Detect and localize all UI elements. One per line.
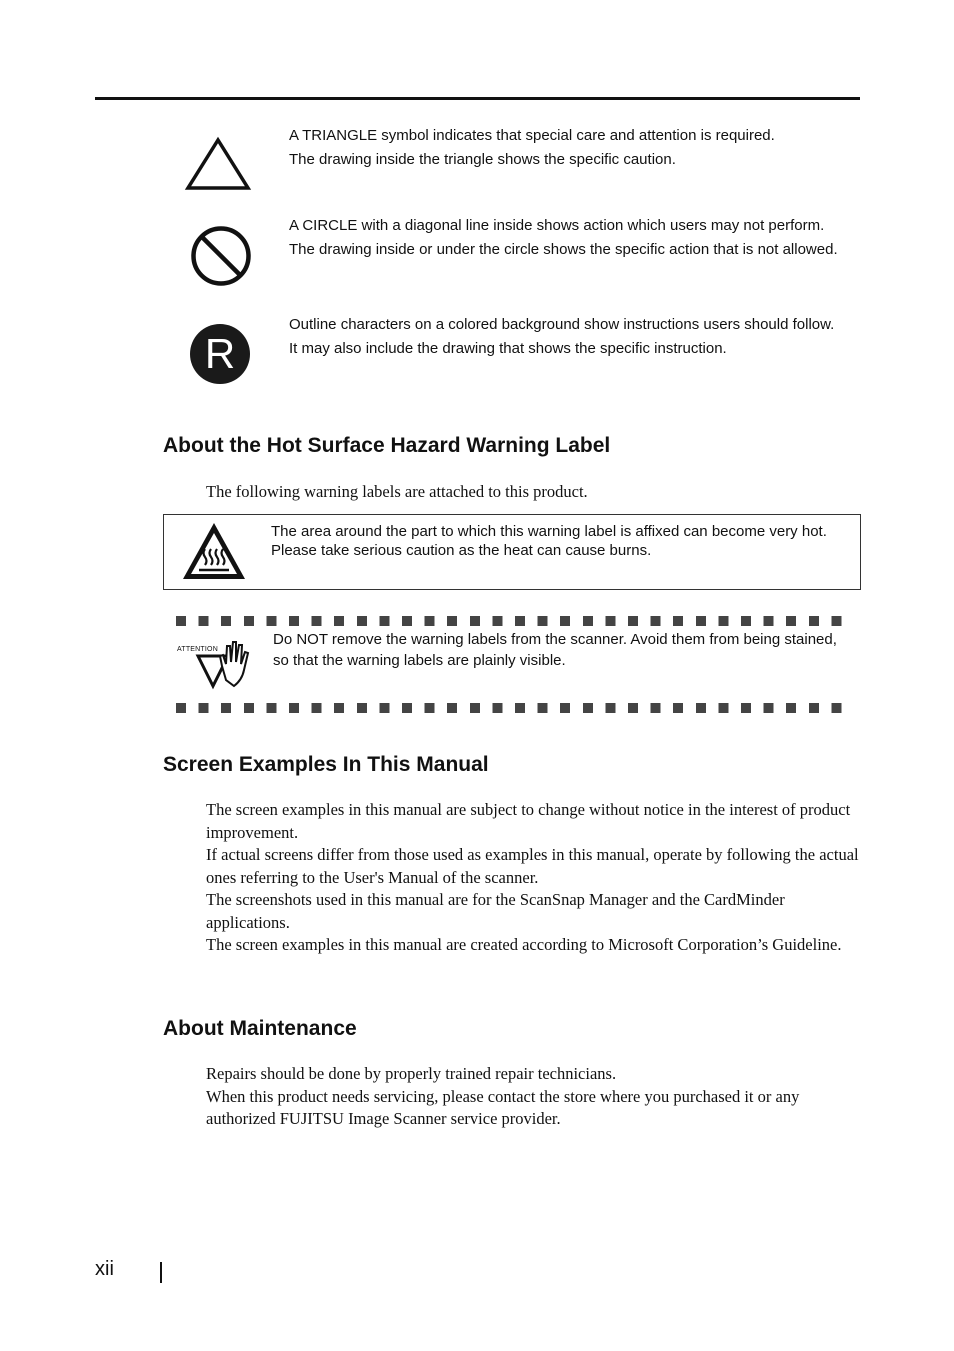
symbol-text-line: It may also include the drawing that shows the specific instruction. xyxy=(289,340,727,357)
body-paragraph: The screen examples in this manual are created according to Microsoft Corporation’s Guideline. xyxy=(206,935,842,954)
page-number: xii xyxy=(95,1258,114,1280)
symbol-description-circle xyxy=(289,215,869,263)
body-paragraph: The screen examples in this manual are subject to change without notice in the interest of product improvement. xyxy=(206,800,851,842)
attention-label: ATTENTION xyxy=(177,646,218,653)
screen-examples-body xyxy=(206,799,861,957)
label-text-line: Please take serious caution as the heat can cause burns. xyxy=(271,542,652,559)
body-paragraph: When this product needs servicing, please contact the store where you purchased it or any authorized FUJITSU Image Scanner service provider. xyxy=(206,1086,800,1128)
symbol-description-triangle xyxy=(289,125,869,173)
footer-bar xyxy=(160,1262,162,1283)
section-heading-maintenance: About Maintenance xyxy=(163,1017,357,1040)
symbol-text-line: A CIRCLE with a diagonal line inside shows action which users may not perform. xyxy=(289,217,825,234)
prohibition-circle-icon xyxy=(189,224,253,288)
symbol-text-line: The drawing inside or under the circle shows the specific action that is not allowed. xyxy=(289,241,838,258)
body-paragraph: The screenshots used in this manual are for the ScanSnap Manager and the CardMinder applications. xyxy=(206,890,785,932)
maintenance-body xyxy=(206,1063,861,1131)
body-paragraph: If actual screens differ from those used as examples in this manual, operate by following the actual ones referring to the User's Manual of the scanner. xyxy=(206,845,859,887)
symbol-text-line: A TRIANGLE symbol indicates that special care and attention is required. xyxy=(289,127,775,144)
hot-surface-label-box xyxy=(163,514,861,590)
body-paragraph: Repairs should be done by properly trained repair technicians. xyxy=(206,1064,617,1083)
attention-divider-bottom xyxy=(176,703,852,713)
attention-text: Do NOT remove the warning labels from the scanner. Avoid them from being stained, so that the warning labels are plainly visible. xyxy=(273,631,837,669)
instruction-letter: R xyxy=(204,330,236,377)
attention-divider-top xyxy=(176,616,852,626)
section-heading-hot-surface: About the Hot Surface Hazard Warning Label xyxy=(163,434,611,457)
hot-surface-warning-icon xyxy=(179,519,249,583)
hot-surface-label-text xyxy=(271,522,861,560)
section-heading-screen-examples: Screen Examples In This Manual xyxy=(163,753,489,776)
attention-hand-icon xyxy=(176,636,260,690)
label-text-line: The area around the part to which this warning label is affixed can become very hot. xyxy=(271,523,827,540)
triangle-caution-icon xyxy=(184,136,252,192)
instruction-r-icon xyxy=(190,324,250,384)
header-rule xyxy=(95,97,860,100)
hot-surface-intro: The following warning labels are attached to this product. xyxy=(206,482,588,501)
symbol-description-instruction xyxy=(289,314,849,362)
symbol-text-line: The drawing inside the triangle shows the specific caution. xyxy=(289,151,676,168)
symbol-text-line: Outline characters on a colored background show instructions users should follow. xyxy=(289,316,835,333)
